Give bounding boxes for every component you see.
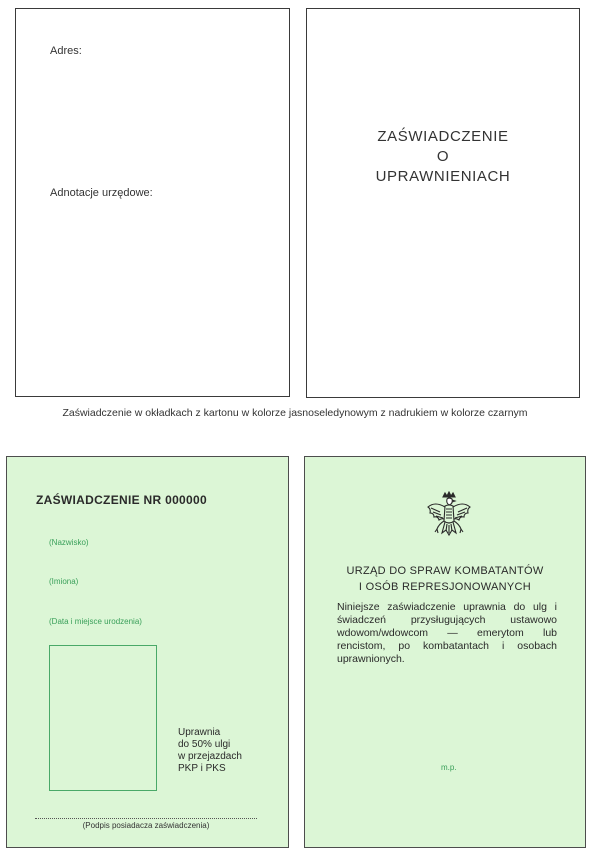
discount-line: Uprawnia — [178, 727, 221, 738]
signature-line — [35, 818, 257, 819]
inner-right-panel — [304, 456, 586, 848]
back-cover-panel — [15, 8, 290, 397]
cover-title-line2: O — [436, 148, 450, 165]
cover-title-line1: ZAŚWIADCZENIE — [377, 128, 509, 145]
stamp-label: m.p. — [441, 763, 457, 772]
office-name — [305, 563, 585, 595]
certificate-number: ZAŚWIADCZENIE NR 000000 — [36, 493, 207, 507]
discount-line: w przejazdach — [178, 751, 242, 762]
office-name-line2: I OSÓB REPRESJONOWANYCH — [358, 581, 532, 593]
signature-label: (Podpis posiadacza zaświadczenia) — [82, 821, 210, 830]
certificate-body-text: Niniejsze zaświadczenie uprawnia do ulg i świadczeń przysługujących ustawowo wdowom/wdowcom — emerytom lub rencistom, po kombatantach i osobach uprawnionych. — [337, 601, 557, 665]
discount-line: do 50% ulgi — [178, 739, 231, 750]
address-label: Adres: — [50, 45, 82, 57]
cover-title-line3: UPRAWNIENIACH — [375, 168, 511, 185]
photo-box — [49, 645, 157, 791]
office-name-line1: URZĄD DO SPRAW KOMBATANTÓW — [346, 565, 544, 577]
first-names-field-label: (Imiona) — [49, 577, 79, 586]
discount-text — [178, 727, 242, 775]
polish-eagle-emblem-icon — [425, 491, 473, 545]
surname-field-label: (Nazwisko) — [49, 538, 89, 547]
front-cover-panel — [306, 8, 580, 398]
discount-line: PKP i PKS — [178, 763, 226, 774]
page-caption: Zaświadczenie w okładkach z kartonu w kolorze jasnoseledynowym z nadrukiem w kolorze czarnym — [62, 407, 528, 419]
inner-left-panel — [6, 456, 289, 848]
official-notes-label: Adnotacje urzędowe: — [50, 187, 153, 199]
birth-field-label: (Data i miejsce urodzenia) — [49, 617, 142, 626]
